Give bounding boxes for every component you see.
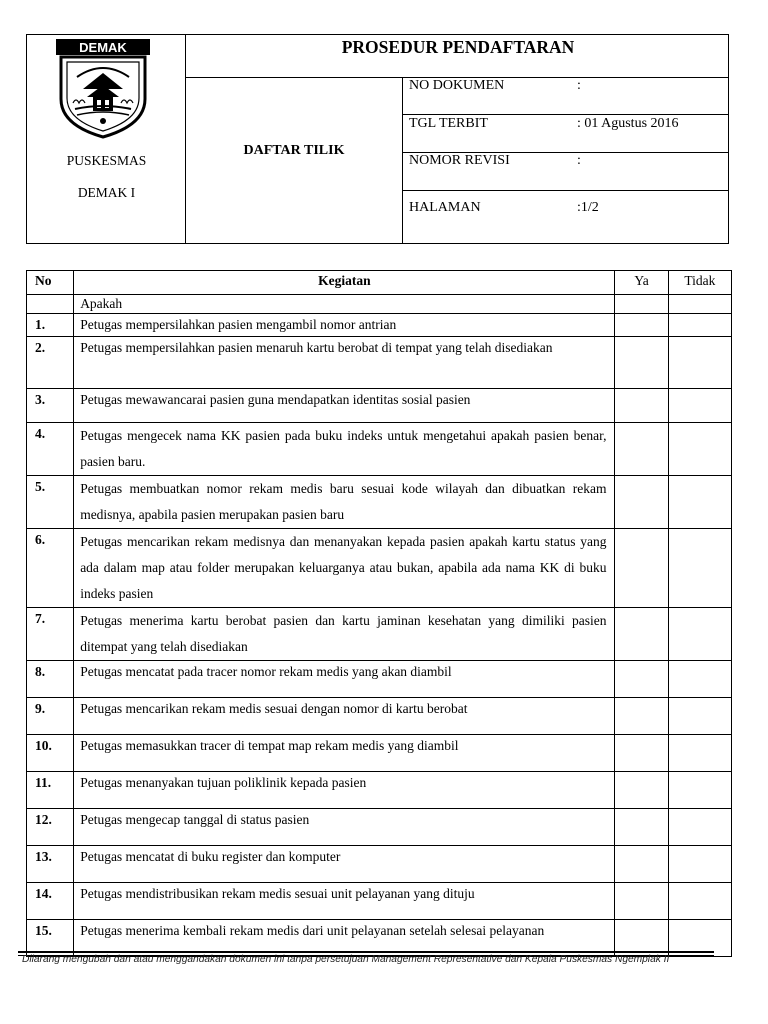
table-row	[27, 337, 732, 389]
row-number: 12.	[27, 809, 74, 846]
meta-label-nomor-revisi: NOMOR REVISI	[409, 153, 510, 168]
checkbox-tidak[interactable]	[668, 846, 731, 883]
table-row	[27, 314, 732, 337]
row-number: 10.	[27, 735, 74, 772]
row-number: 11.	[27, 772, 74, 809]
row-number: 8.	[27, 661, 74, 698]
checkbox-tidak[interactable]	[668, 529, 731, 608]
meta-label-tgl-terbit: TGL TERBIT	[409, 116, 488, 131]
table-header-row	[27, 271, 732, 295]
checkbox-ya[interactable]	[615, 809, 668, 846]
logo-text: DEMAK	[79, 40, 127, 55]
row-number: 2.	[27, 337, 74, 389]
header-divider	[402, 78, 403, 243]
table-row	[27, 476, 732, 529]
meta-value-no-dokumen: :	[577, 78, 581, 93]
table-row	[27, 735, 732, 772]
table-row	[27, 883, 732, 920]
meta-value-halaman: :1/2	[577, 200, 599, 215]
checkbox-ya[interactable]	[615, 476, 668, 529]
checkbox-ya[interactable]	[615, 295, 668, 314]
checkbox-tidak[interactable]	[668, 698, 731, 735]
row-number: 13.	[27, 846, 74, 883]
table-row	[27, 608, 732, 661]
row-kegiatan: Petugas mencarikan rekam medisnya dan menanyakan kepada pasien apakah kartu status yang ada dalam map atau folder merupakan keluarganya atau bukan, apabila ada nama KK di buku indeks pasien	[74, 529, 615, 608]
row-kegiatan: Petugas mencarikan rekam medis sesuai dengan nomor di kartu berobat	[74, 698, 615, 735]
row-number: 7.	[27, 608, 74, 661]
column-header-tidak: Tidak	[668, 271, 731, 295]
row-kegiatan: Petugas menerima kartu berobat pasien dan kartu jaminan kesehatan yang dimiliki pasien ditempat yang telah disediakan	[74, 608, 615, 661]
checkbox-tidak[interactable]	[668, 883, 731, 920]
checkbox-tidak[interactable]	[668, 735, 731, 772]
row-kegiatan: Petugas mendistribusikan rekam medis sesuai unit pelayanan yang dituju	[74, 883, 615, 920]
checkbox-ya[interactable]	[615, 314, 668, 337]
checkbox-tidak[interactable]	[668, 423, 731, 476]
checkbox-ya[interactable]	[615, 698, 668, 735]
checkbox-tidak[interactable]	[668, 476, 731, 529]
document-subtitle: DAFTAR TILIK	[243, 143, 345, 158]
org-unit: DEMAK I	[77, 185, 136, 200]
checkbox-ya[interactable]	[615, 529, 668, 608]
meta-value-nomor-revisi: :	[577, 153, 581, 168]
document-header	[26, 34, 729, 244]
header-divider	[402, 190, 728, 191]
row-number: 5.	[27, 476, 74, 529]
row-kegiatan: Petugas membuatkan nomor rekam medis baru sesuai kode wilayah dan dibuatkan rekam medisnya, apabila pasien merupakan pasien baru	[74, 476, 615, 529]
table-row	[27, 846, 732, 883]
checkbox-tidak[interactable]	[668, 295, 731, 314]
checkbox-ya[interactable]	[615, 846, 668, 883]
row-number: 15.	[27, 920, 74, 957]
demak-seal-icon	[53, 37, 157, 139]
checkbox-ya[interactable]	[615, 337, 668, 389]
table-row	[27, 772, 732, 809]
row-number: 3.	[27, 389, 74, 423]
table-row	[27, 698, 732, 735]
column-header-kegiatan: Kegiatan	[74, 271, 615, 295]
row-kegiatan: Petugas mencatat di buku register dan komputer	[74, 846, 615, 883]
row-kegiatan: Petugas mempersilahkan pasien mengambil nomor antrian	[74, 314, 615, 337]
row-number: 1.	[27, 314, 74, 337]
row-kegiatan: Petugas menanyakan tujuan poliklinik kepada pasien	[74, 772, 615, 809]
checkbox-tidak[interactable]	[668, 772, 731, 809]
row-kegiatan: Petugas mencatat pada tracer nomor rekam medis yang akan diambil	[74, 661, 615, 698]
checkbox-ya[interactable]	[615, 772, 668, 809]
checkbox-ya[interactable]	[615, 661, 668, 698]
checkbox-ya[interactable]	[615, 389, 668, 423]
checkbox-tidak[interactable]	[668, 661, 731, 698]
checkbox-tidak[interactable]	[668, 608, 731, 661]
checklist-table	[26, 270, 732, 957]
table-row	[27, 661, 732, 698]
header-divider	[402, 114, 728, 115]
row-kegiatan: Petugas memasukkan tracer di tempat map rekam medis yang diambil	[74, 735, 615, 772]
checkbox-tidak[interactable]	[668, 809, 731, 846]
intro-text: Apakah	[74, 295, 615, 314]
row-kegiatan: Petugas mengecap tanggal di status pasien	[74, 809, 615, 846]
table-row	[27, 423, 732, 476]
meta-label-no-dokumen: NO DOKUMEN	[409, 78, 505, 93]
column-header-no: No	[27, 271, 74, 295]
table-cell-no	[27, 295, 74, 314]
checkbox-tidak[interactable]	[668, 389, 731, 423]
checkbox-ya[interactable]	[615, 608, 668, 661]
table-row	[27, 389, 732, 423]
document-title: PROSEDUR PENDAFTARAN	[341, 37, 575, 57]
table-row-intro	[27, 295, 732, 314]
demak-logo	[53, 37, 157, 139]
table-row	[27, 529, 732, 608]
row-kegiatan: Petugas mengecek nama KK pasien pada buku indeks untuk mengetahui apakah pasien benar, pasien baru.	[74, 423, 615, 476]
row-number: 9.	[27, 698, 74, 735]
row-number: 4.	[27, 423, 74, 476]
row-kegiatan: Petugas mewawancarai pasien guna mendapatkan identitas sosial pasien	[74, 389, 615, 423]
org-name: PUSKESMAS	[66, 153, 147, 168]
row-kegiatan: Petugas mempersilahkan pasien menaruh kartu berobat di tempat yang telah disediakan	[74, 337, 615, 389]
row-kegiatan: Petugas menerima kembali rekam medis dari unit pelayanan setelah selesai pelayanan	[74, 920, 615, 957]
row-number: 14.	[27, 883, 74, 920]
checkbox-ya[interactable]	[615, 735, 668, 772]
column-header-ya: Ya	[615, 271, 668, 295]
meta-value-tgl-terbit: : 01 Agustus 2016	[577, 116, 679, 131]
meta-label-halaman: HALAMAN	[409, 200, 481, 215]
checkbox-ya[interactable]	[615, 883, 668, 920]
footer-disclaimer: Dilarang mengubah dan atau menggandakan dokumen ini tanpa persetujuan Management Representative dan Kepala Puskesmas Ngemplak II	[22, 954, 670, 965]
checkbox-tidak[interactable]	[668, 314, 731, 337]
checkbox-ya[interactable]	[615, 423, 668, 476]
table-row	[27, 809, 732, 846]
checkbox-tidak[interactable]	[668, 337, 731, 389]
row-number: 6.	[27, 529, 74, 608]
